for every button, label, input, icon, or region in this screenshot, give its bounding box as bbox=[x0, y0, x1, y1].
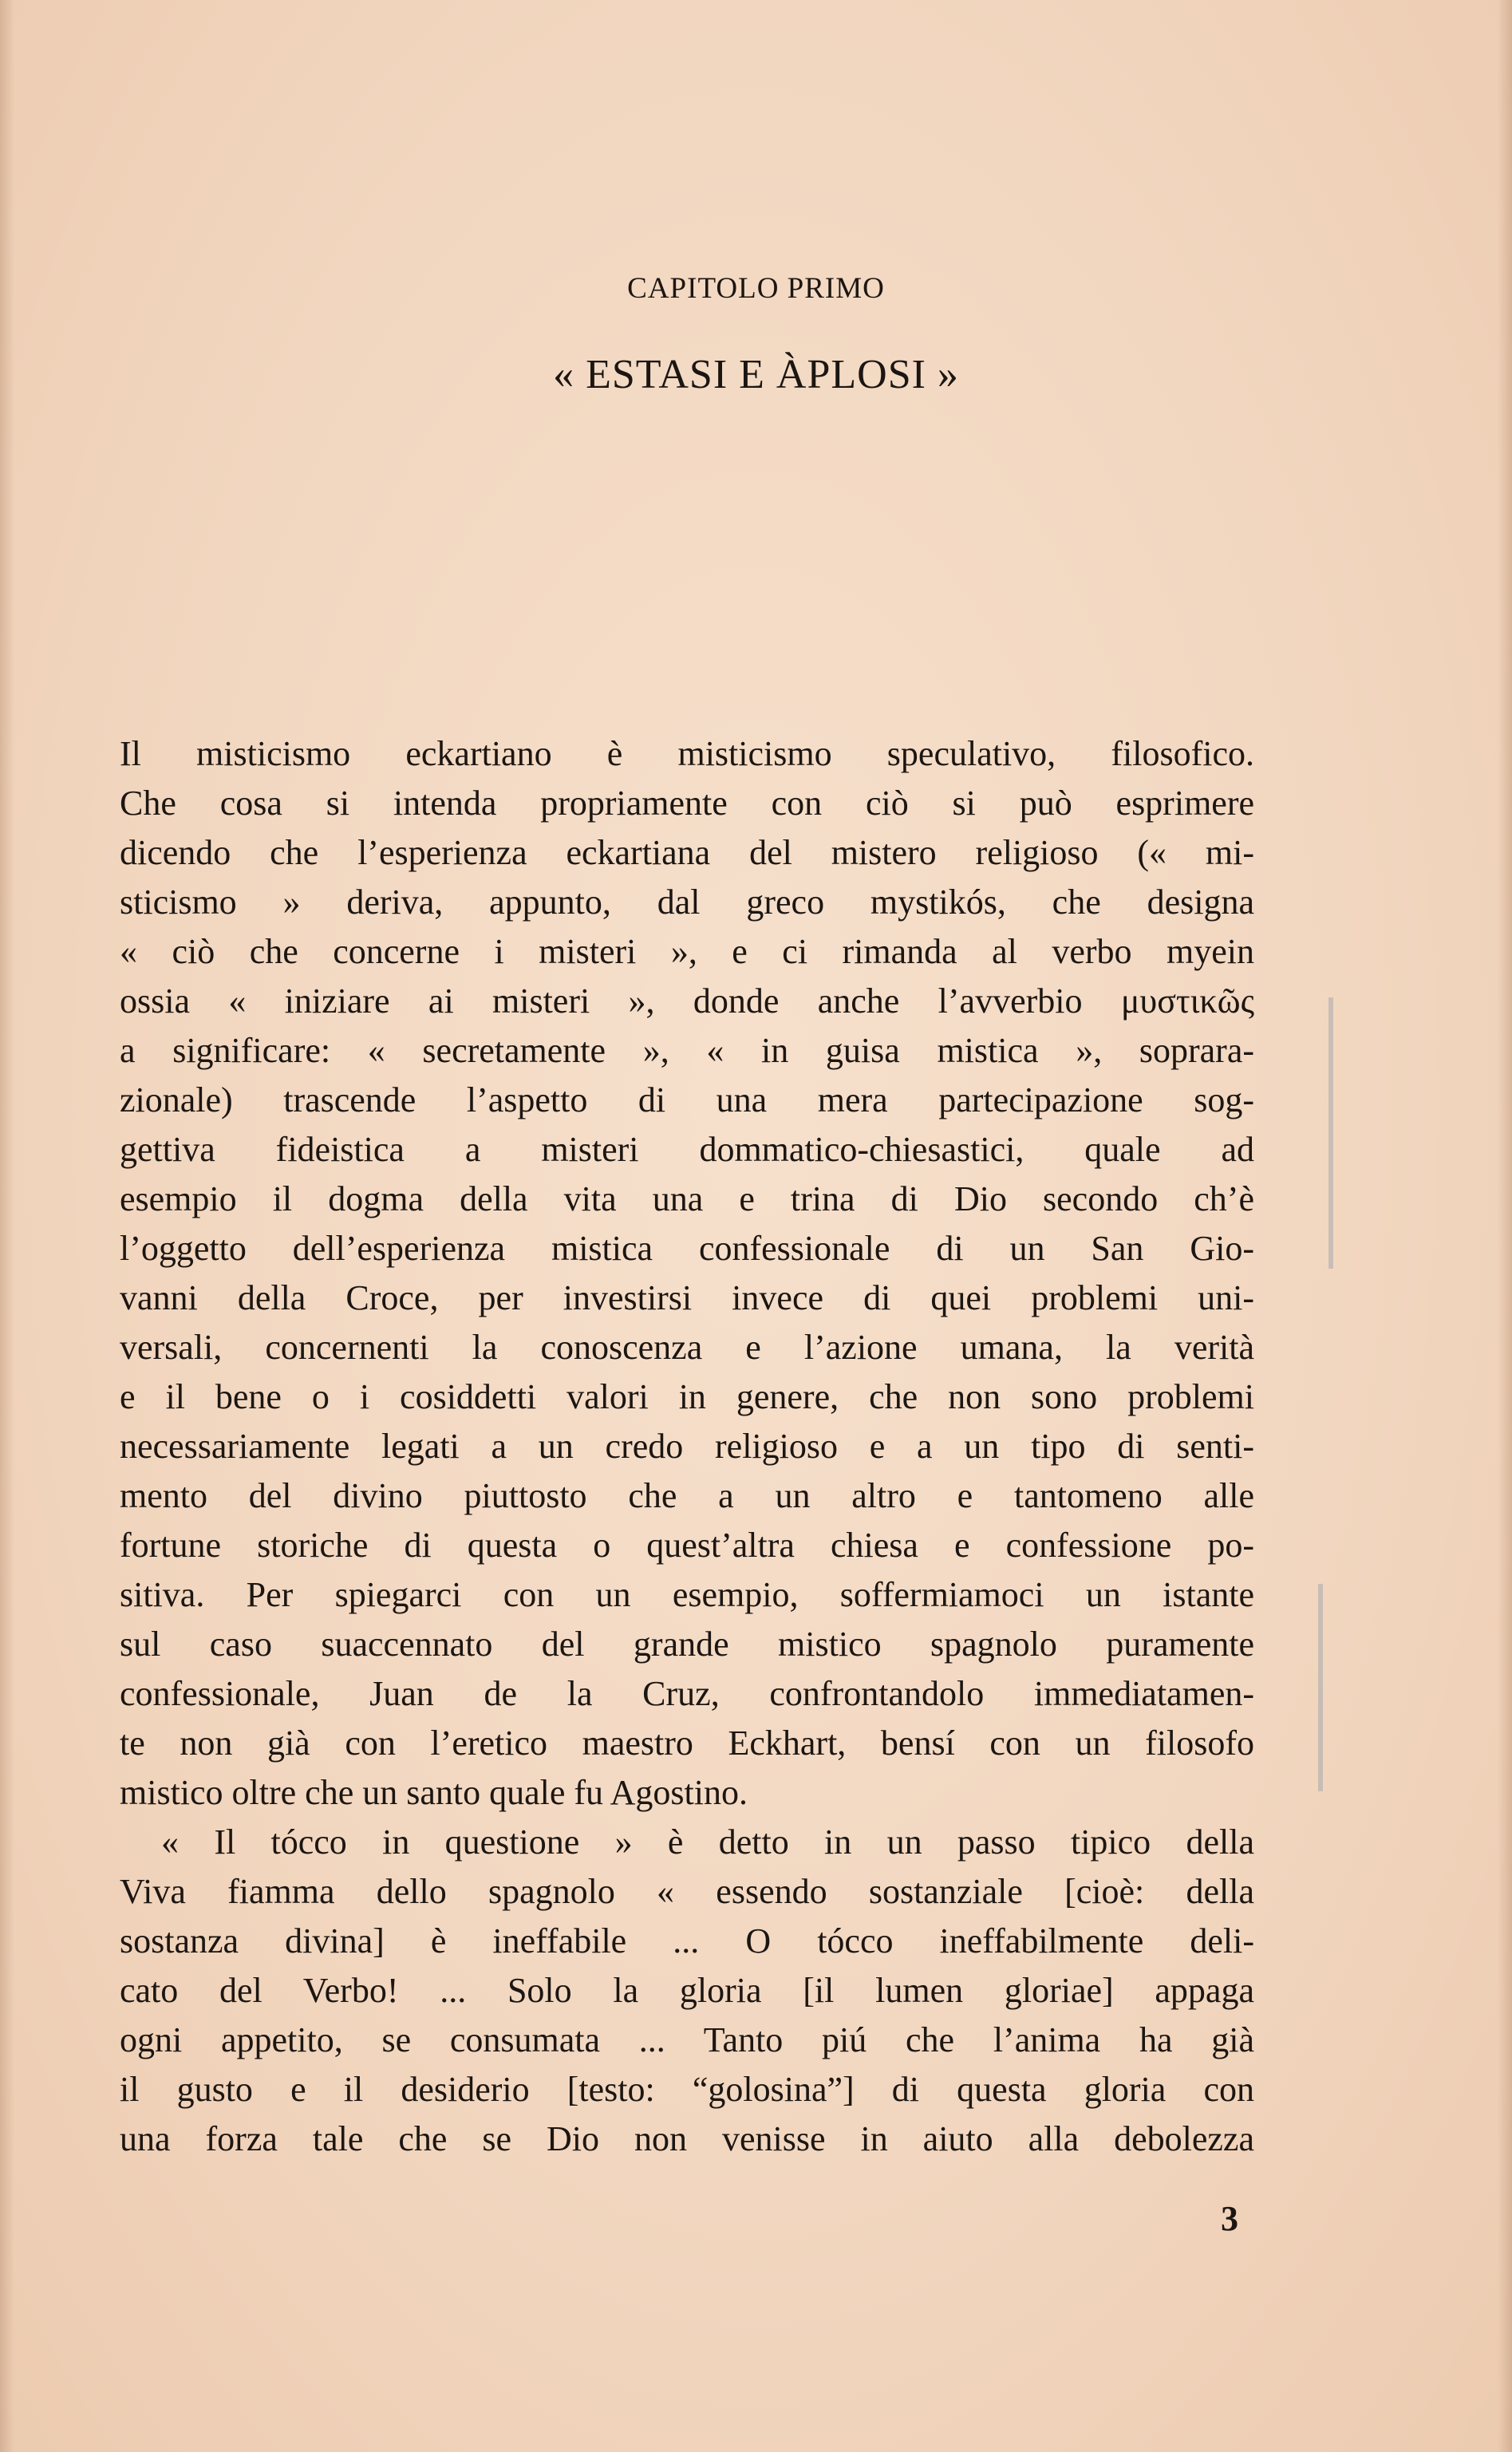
text-line: fortune storiche di questa o quest’altra chiesa e confessione po- bbox=[120, 1526, 1254, 1565]
text-line: e il bene o i cosiddetti valori in genere, che non sono problemi bbox=[120, 1377, 1254, 1416]
margin-pencil-mark bbox=[1328, 997, 1333, 1269]
text-line: dicendo che l’esperienza eckartiana del mistero religioso (« mi- bbox=[120, 833, 1254, 872]
paragraph-2 bbox=[120, 1818, 1254, 2164]
text-line: zionale) trascende l’aspetto di una mera partecipazione sog- bbox=[120, 1080, 1254, 1119]
text-line: Che cosa si intenda propriamente con ciò si può esprimere bbox=[120, 784, 1254, 823]
text-line: sostanza divina] è ineffabile ... O tócco ineffabilmente deli- bbox=[120, 1921, 1254, 1960]
text-line: una forza tale che se Dio non venisse in aiuto alla debolezza bbox=[120, 2119, 1254, 2158]
page-number: 3 bbox=[1221, 2199, 1238, 2238]
text-line: l’oggetto dell’esperienza mistica confessionale di un San Gio- bbox=[120, 1229, 1254, 1268]
text-line: Viva fiamma dello spagnolo « essendo sostanziale [cioè: della bbox=[120, 1872, 1254, 1911]
text-line: sticismo » deriva, appunto, dal greco mystikós, che designa bbox=[120, 882, 1254, 922]
body-text bbox=[120, 729, 1254, 2164]
text-line: cato del Verbo! ... Solo la gloria [il lumen gloriae] appaga bbox=[120, 1971, 1254, 2010]
text-line: sul caso suaccennato del grande mistico spagnolo puramente bbox=[120, 1625, 1254, 1664]
text-line: il gusto e il desiderio [testo: “golosina”] di questa gloria con bbox=[120, 2070, 1254, 2109]
text-line: gettiva fideistica a misteri dommatico-chiesastici, quale ad bbox=[120, 1130, 1254, 1169]
paragraph-1 bbox=[120, 729, 1254, 1818]
text-line: ossia « iniziare ai misteri », donde anche l’avverbio μυστικῶς bbox=[120, 981, 1254, 1021]
text-line: confessionale, Juan de la Cruz, confrontandolo immediatamen- bbox=[120, 1674, 1254, 1713]
text-line: « Il tócco in questione » è detto in un passo tipico della bbox=[161, 1822, 1254, 1862]
text-line: mistico oltre che un santo quale fu Agostino. bbox=[120, 1773, 748, 1812]
margin-pencil-mark-lower bbox=[1318, 1584, 1323, 1791]
text-line: versali, concernenti la conoscenza e l’azione umana, la verità bbox=[120, 1328, 1254, 1367]
text-line: esempio il dogma della vita una e trina di Dio secondo ch’è bbox=[120, 1179, 1254, 1218]
text-line: sitiva. Per spiegarci con un esempio, soffermiamoci un istante bbox=[120, 1575, 1254, 1614]
chapter-title: « ESTASI E ÀPLOSI » bbox=[553, 352, 959, 397]
text-line: Il misticismo eckartiano è misticismo speculativo, filosofico. bbox=[120, 734, 1254, 773]
text-line: a significare: « secretamente », « in guisa mistica », soprara- bbox=[120, 1031, 1254, 1070]
text-line: necessariamente legati a un credo religioso e a un tipo di senti- bbox=[120, 1427, 1254, 1466]
text-line: ogni appetito, se consumata ... Tanto piú che l’anima ha già bbox=[120, 2020, 1254, 2059]
text-line: « ciò che concerne i misteri », e ci rimanda al verbo myein bbox=[120, 932, 1254, 971]
text-line: vanni della Croce, per investirsi invece di quei problemi uni- bbox=[120, 1278, 1254, 1317]
chapter-label: CAPITOLO PRIMO bbox=[627, 272, 885, 305]
text-line: te non già con l’eretico maestro Eckhart, bensí con un filosofo bbox=[120, 1724, 1254, 1763]
text-line: mento del divino piuttosto che a un altro e tantomeno alle bbox=[120, 1476, 1254, 1515]
